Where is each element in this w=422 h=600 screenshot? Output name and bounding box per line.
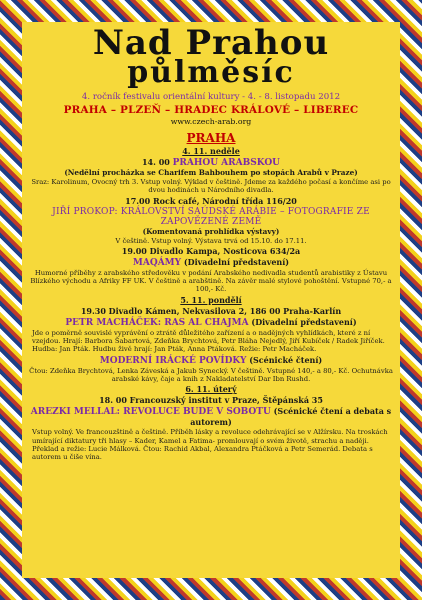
day3-date: 6. 11. úterý xyxy=(185,384,237,395)
day2-event1-heading xyxy=(22,317,400,328)
section-praha: PRAHA xyxy=(186,131,236,145)
day3-event1-title: AREZKI MELLAL: REVOLUCE BUDE V SOBOTU xyxy=(30,407,271,418)
day1-event3-title: MAQÁMY xyxy=(132,257,182,268)
festival-website: www.czech-arab.org xyxy=(170,117,252,126)
day2-event2-heading xyxy=(22,355,400,366)
festival-cities: PRAHA – PLZEŇ – HRADEC KRÁLOVÉ – LIBEREC xyxy=(63,104,359,116)
day2-date: 5. 11. pondělí xyxy=(180,294,242,305)
day2-event2-title: MODERNÍ IRÁCKÉ POVÍDKY xyxy=(99,355,247,366)
day1-event1-title: PRAHOU ARABSKOU xyxy=(172,158,281,168)
day1-event3-desc: Humorné příběhy z arabského středověku v podání Arabského nedivadla studentů arabistiky z Ústavu Blízkého východu a Afriky FF UK. V češtině a arabštině. Na závěr malé stylové pohoštění. Vstupné 70,- a 100,- Kč. xyxy=(30,268,392,294)
poster xyxy=(22,22,400,578)
day1-date: 4. 11. neděle xyxy=(182,146,240,156)
day2-event2-sub: (Scénické čtení) xyxy=(249,354,323,365)
day1-event2-desc: V češtině. Vstup volný. Výstava trvá od 15.10. do 17.11. xyxy=(115,236,307,245)
title-line-2: půlměsíc xyxy=(127,55,295,90)
day1-event2-title: JIŘÍ PROKOP: KRÁLOVSTVÍ SAÚDSKÉ ARÁBIE – FOTOGRAFIE ZE ZAPOVĚZENÉ ZEMĚ xyxy=(52,206,370,227)
day1-event2-sub: (Komentovaná prohlídka výstavy) xyxy=(142,226,280,236)
day3-event1-heading xyxy=(22,406,400,427)
day2-event1-place: 19.30 Divadlo Kámen, Nekvasilova 2, 186 00 Praha-Karlín xyxy=(80,305,342,316)
day1-event2-place: 17.00 Rock café, Národní třída 116/20 xyxy=(125,195,297,206)
festival-title xyxy=(22,23,400,90)
day1-event3-heading xyxy=(22,257,400,268)
day3-event1-desc: Vstup volný. Ve francouzštině a češtině. Příběh lásky a revoluce odehrávající se v Alžírsku. Na troskách umírající diktatury tři hlasy – Kader, Kamel a Fatima- promlouvají o svém životě, strachu a naději. Překlad a režie: Lucie Málková. Čtou: Rachid Akbal, Alexandra Ptáčková a Petr Semerád. Debata s autorem u čiše vína. xyxy=(32,428,388,462)
festival-subtitle: 4. ročník festivalu orientální kultury - 4. - 8. listopadu 2012 xyxy=(81,92,341,102)
day2-event1-desc: Jde o poměrně souvislé vyprávění o ztrátě důležitého zařízení a o nadějných vyhlídkách, které z ní vzejdou. Hrají: Barbora Šabartová, Zdeňka Brychtová, Petr Bláha Nejedlý, Jiří Kubíček / Radek Jiříček. Hudba: Jan Pták. Hudbu živě hrají: Jan Pták, Anna Ptáková. Režie: Petr Macháček. xyxy=(32,328,385,354)
day2-event1-sub: (Divadelní představení) xyxy=(251,316,357,327)
day3-event1-sub: (Scénické čtení a debata s autorem) xyxy=(190,406,392,428)
day1-event1-desc: Sraz: Karolinum, Ovocný trh 3. Vstup volný. Výklad v češtině. Jdeme za každého počasí a končíme asi po dvou hodinách u Národního divadla. xyxy=(31,178,391,195)
day1-event3-place: 19.00 Divadlo Kampa, Nosticova 634/2a xyxy=(121,245,301,256)
day1-event1-heading xyxy=(22,157,400,168)
day2-event2-desc: Čtou: Zdeňka Brychtová, Lenka Záveská a Jakub Synecký. V češtině. Vstupné 140,- a 80,- Kč. Ochutnávka arabské kávy, čaje a knih z Nakladatelství Dar Ibn Rushd. xyxy=(29,366,393,383)
day1-event1-sub: (Nedělní procházka se Charifem Bahbouhem po stopách Arabů v Praze) xyxy=(64,168,358,177)
day1-event3-sub: (Divadelní představení) xyxy=(183,256,290,267)
day2-event1-title: PETR MACHÁČEK: RAS AL CHAJMA xyxy=(65,317,249,328)
title-line-1: Nad Prahou xyxy=(92,23,330,63)
day1-event1-time: 14. 00 xyxy=(141,157,170,167)
day3-event1-place: 18. 00 Francouzský institut v Praze, Štěpánská 35 xyxy=(99,395,323,406)
